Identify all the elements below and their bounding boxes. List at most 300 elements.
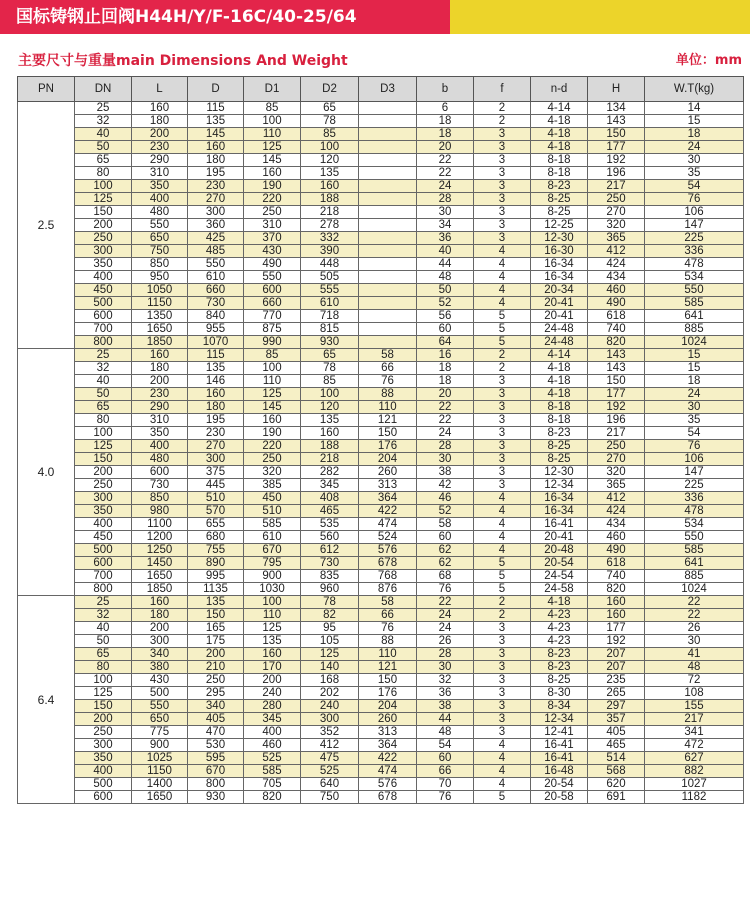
- table-cell: 200: [132, 375, 188, 388]
- table-cell: [359, 115, 417, 128]
- table-cell: 76: [645, 193, 744, 206]
- table-cell: 22: [417, 401, 474, 414]
- table-cell: 100: [301, 141, 359, 154]
- table-cell: 472: [645, 739, 744, 752]
- table-cell: 6: [417, 102, 474, 115]
- table-cell: 20-48: [531, 544, 588, 557]
- table-cell: 72: [645, 674, 744, 687]
- table-cell: 400: [244, 726, 301, 739]
- table-cell: 65: [75, 154, 132, 167]
- table-cell: 640: [301, 778, 359, 791]
- table-cell: 270: [588, 206, 645, 219]
- table-cell: 4-23: [531, 609, 588, 622]
- table-cell: 68: [417, 570, 474, 583]
- table-cell: 4-18: [531, 128, 588, 141]
- table-cell: 58: [417, 518, 474, 531]
- table-cell: 740: [588, 323, 645, 336]
- table-cell: 480: [132, 206, 188, 219]
- table-cell: 38: [417, 466, 474, 479]
- table-row: [18, 219, 744, 232]
- table-cell: 188: [301, 193, 359, 206]
- table-cell: 80: [75, 661, 132, 674]
- table-cell: 450: [244, 492, 301, 505]
- table-row: [18, 492, 744, 505]
- table-cell: 18: [417, 115, 474, 128]
- table-cell: 85: [301, 375, 359, 388]
- table-cell: 125: [244, 388, 301, 401]
- table-cell: 4: [474, 752, 531, 765]
- column-header: D2: [301, 77, 359, 102]
- table-cell: 110: [359, 648, 417, 661]
- table-cell: 600: [75, 557, 132, 570]
- table-cell: 192: [588, 154, 645, 167]
- table-row: [18, 375, 744, 388]
- table-cell: 200: [132, 622, 188, 635]
- table-cell: 290: [132, 154, 188, 167]
- table-cell: 250: [588, 440, 645, 453]
- table-cell: 145: [244, 401, 301, 414]
- table-cell: 12-34: [531, 713, 588, 726]
- table-cell: 250: [75, 479, 132, 492]
- table-cell: 20-41: [531, 297, 588, 310]
- table-cell: 490: [588, 297, 645, 310]
- table-cell: 876: [359, 583, 417, 596]
- table-cell: 350: [75, 752, 132, 765]
- table-cell: 20-41: [531, 531, 588, 544]
- table-cell: 60: [417, 531, 474, 544]
- table-cell: 795: [244, 557, 301, 570]
- table-cell: 110: [244, 128, 301, 141]
- table-cell: 202: [301, 687, 359, 700]
- table-cell: 612: [301, 544, 359, 557]
- table-cell: 170: [244, 661, 301, 674]
- table-row: [18, 687, 744, 700]
- table-cell: 585: [645, 297, 744, 310]
- table-cell: 660: [244, 297, 301, 310]
- table-cell: 12-25: [531, 219, 588, 232]
- table-cell: 313: [359, 479, 417, 492]
- table-cell: 3: [474, 141, 531, 154]
- table-cell: 260: [359, 713, 417, 726]
- table-row: [18, 791, 744, 804]
- table-cell: 58: [359, 349, 417, 362]
- table-cell: 145: [244, 154, 301, 167]
- table-cell: 3: [474, 154, 531, 167]
- table-cell: 3: [474, 401, 531, 414]
- table-cell: 380: [132, 661, 188, 674]
- table-cell: 1650: [132, 570, 188, 583]
- table-cell: 950: [132, 271, 188, 284]
- table-cell: 4-23: [531, 635, 588, 648]
- table-cell: 550: [188, 258, 244, 271]
- table-cell: 22: [417, 596, 474, 609]
- table-cell: 278: [301, 219, 359, 232]
- table-row: [18, 193, 744, 206]
- table-cell: 78: [301, 115, 359, 128]
- table-cell: 5: [474, 310, 531, 323]
- table-cell: 412: [588, 245, 645, 258]
- table-cell: 4: [474, 765, 531, 778]
- table-cell: 405: [188, 713, 244, 726]
- table-cell: 3: [474, 388, 531, 401]
- table-cell: 20: [417, 141, 474, 154]
- column-header: D: [188, 77, 244, 102]
- table-cell: 8-18: [531, 414, 588, 427]
- table-cell: [359, 141, 417, 154]
- table-cell: 1050: [132, 284, 188, 297]
- table-row: [18, 466, 744, 479]
- table-cell: 505: [301, 271, 359, 284]
- table-cell: 50: [75, 388, 132, 401]
- table-cell: 195: [188, 167, 244, 180]
- table-cell: 76: [359, 375, 417, 388]
- table-cell: 18: [417, 128, 474, 141]
- table-cell: 16-34: [531, 505, 588, 518]
- table-row: [18, 518, 744, 531]
- table-cell: 650: [132, 232, 188, 245]
- table-cell: 641: [645, 310, 744, 323]
- table-cell: 550: [132, 700, 188, 713]
- table-cell: 250: [588, 193, 645, 206]
- table-cell: 60: [417, 323, 474, 336]
- table-cell: 4: [474, 505, 531, 518]
- table-cell: 424: [588, 258, 645, 271]
- table-cell: 550: [645, 531, 744, 544]
- table-cell: 474: [359, 765, 417, 778]
- table-cell: 30: [645, 154, 744, 167]
- table-row: [18, 206, 744, 219]
- table-row: [18, 388, 744, 401]
- table-row: [18, 154, 744, 167]
- table-cell: 135: [188, 596, 244, 609]
- banner-yellow-block: [450, 0, 750, 34]
- table-cell: 218: [301, 206, 359, 219]
- table-cell: 56: [417, 310, 474, 323]
- table-cell: 8-25: [531, 674, 588, 687]
- table-cell: 1024: [645, 336, 744, 349]
- unit-label: 单位：mm: [675, 53, 742, 68]
- table-cell: 524: [359, 531, 417, 544]
- table-cell: 400: [75, 518, 132, 531]
- table-cell: 250: [244, 453, 301, 466]
- table-cell: 147: [645, 466, 744, 479]
- table-cell: 568: [588, 765, 645, 778]
- table-cell: 295: [188, 687, 244, 700]
- table-row: [18, 661, 744, 674]
- table-cell: 66: [359, 609, 417, 622]
- table-cell: 160: [244, 414, 301, 427]
- table-cell: 64: [417, 336, 474, 349]
- table-cell: 610: [188, 271, 244, 284]
- table-cell: 95: [301, 622, 359, 635]
- table-cell: 768: [359, 570, 417, 583]
- table-cell: 3: [474, 622, 531, 635]
- table-cell: 18: [645, 375, 744, 388]
- table-cell: 18: [417, 375, 474, 388]
- table-cell: 4-14: [531, 349, 588, 362]
- table-cell: 58: [359, 596, 417, 609]
- table-cell: 570: [188, 505, 244, 518]
- table-row: [18, 102, 744, 115]
- table-cell: 2: [474, 362, 531, 375]
- table-cell: 691: [588, 791, 645, 804]
- table-cell: 140: [301, 661, 359, 674]
- table-cell: 4: [474, 258, 531, 271]
- table-cell: 176: [359, 440, 417, 453]
- table-cell: 885: [645, 570, 744, 583]
- table-cell: [359, 258, 417, 271]
- pn-cell: 4.0: [18, 349, 75, 596]
- table-cell: 12-34: [531, 479, 588, 492]
- table-cell: 412: [301, 739, 359, 752]
- table-cell: 217: [588, 180, 645, 193]
- table-cell: 2: [474, 596, 531, 609]
- table-cell: 576: [359, 778, 417, 791]
- table-cell: 3: [474, 375, 531, 388]
- table-cell: 3: [474, 180, 531, 193]
- table-cell: 300: [188, 206, 244, 219]
- table-cell: 225: [645, 479, 744, 492]
- table-row: [18, 700, 744, 713]
- table-cell: 4: [474, 778, 531, 791]
- table-cell: 65: [301, 349, 359, 362]
- table-cell: [359, 232, 417, 245]
- table-cell: 220: [244, 440, 301, 453]
- column-header: n-d: [531, 77, 588, 102]
- table-cell: 730: [301, 557, 359, 570]
- table-cell: 100: [244, 115, 301, 128]
- table-cell: 835: [301, 570, 359, 583]
- table-cell: 430: [132, 674, 188, 687]
- table-cell: 3: [474, 674, 531, 687]
- table-cell: 550: [132, 219, 188, 232]
- table-cell: 54: [417, 739, 474, 752]
- table-cell: 585: [645, 544, 744, 557]
- table-row: [18, 297, 744, 310]
- table-cell: 500: [75, 297, 132, 310]
- table-cell: [359, 128, 417, 141]
- table-cell: [359, 297, 417, 310]
- table-row: [18, 739, 744, 752]
- table-cell: 177: [588, 388, 645, 401]
- table-cell: 210: [188, 661, 244, 674]
- table-cell: 815: [301, 323, 359, 336]
- table-cell: 180: [132, 609, 188, 622]
- table-cell: 66: [359, 362, 417, 375]
- table-cell: 135: [244, 635, 301, 648]
- table-cell: 240: [301, 700, 359, 713]
- table-cell: 176: [359, 687, 417, 700]
- table-cell: 995: [188, 570, 244, 583]
- table-cell: 352: [301, 726, 359, 739]
- table-cell: 150: [188, 609, 244, 622]
- section-subtitle: 主要尺寸与重量main Dimensions And Weight: [18, 53, 348, 69]
- table-cell: 85: [301, 128, 359, 141]
- table-cell: 115: [188, 349, 244, 362]
- table-cell: 16-41: [531, 739, 588, 752]
- table-cell: 4: [474, 271, 531, 284]
- table-cell: 600: [75, 310, 132, 323]
- table-row: [18, 635, 744, 648]
- table-cell: 250: [244, 206, 301, 219]
- table-cell: 160: [132, 349, 188, 362]
- table-cell: 405: [588, 726, 645, 739]
- column-header: D3: [359, 77, 417, 102]
- table-cell: 100: [75, 427, 132, 440]
- table-cell: 125: [75, 687, 132, 700]
- table-row: [18, 544, 744, 557]
- table-cell: 177: [588, 141, 645, 154]
- table-cell: 3: [474, 232, 531, 245]
- table-row: [18, 167, 744, 180]
- table-cell: 200: [75, 219, 132, 232]
- table-cell: 207: [588, 661, 645, 674]
- table-cell: 535: [301, 518, 359, 531]
- table-cell: 3: [474, 700, 531, 713]
- table-cell: 2: [474, 349, 531, 362]
- table-cell: 1200: [132, 531, 188, 544]
- table-cell: 160: [301, 427, 359, 440]
- table-cell: 200: [244, 674, 301, 687]
- table-cell: 200: [75, 466, 132, 479]
- table-cell: 25: [75, 349, 132, 362]
- table-cell: 650: [132, 713, 188, 726]
- table-row: [18, 336, 744, 349]
- table-cell: 120: [301, 154, 359, 167]
- table-row: [18, 765, 744, 778]
- column-header: D1: [244, 77, 301, 102]
- table-cell: 8-25: [531, 453, 588, 466]
- table-cell: 320: [588, 466, 645, 479]
- table-cell: [359, 154, 417, 167]
- table-cell: 800: [75, 336, 132, 349]
- table-cell: 8-30: [531, 687, 588, 700]
- table-cell: 16-34: [531, 271, 588, 284]
- table-cell: 375: [188, 466, 244, 479]
- table-cell: 700: [75, 323, 132, 336]
- table-cell: 125: [244, 622, 301, 635]
- table-cell: 525: [301, 765, 359, 778]
- table-cell: 62: [417, 557, 474, 570]
- table-cell: 345: [244, 713, 301, 726]
- table-cell: 930: [301, 336, 359, 349]
- table-cell: 525: [244, 752, 301, 765]
- table-cell: 76: [359, 622, 417, 635]
- table-cell: 204: [359, 700, 417, 713]
- table-cell: 5: [474, 557, 531, 570]
- table-cell: 20-54: [531, 557, 588, 570]
- table-row: [18, 778, 744, 791]
- table-cell: 490: [244, 258, 301, 271]
- table-cell: 80: [75, 414, 132, 427]
- table-cell: 8-25: [531, 206, 588, 219]
- table-cell: 180: [132, 362, 188, 375]
- table-cell: 217: [588, 427, 645, 440]
- table-cell: 8-23: [531, 661, 588, 674]
- table-cell: 425: [188, 232, 244, 245]
- table-cell: 678: [359, 791, 417, 804]
- table-cell: 1135: [188, 583, 244, 596]
- table-row: [18, 479, 744, 492]
- table-row: [18, 414, 744, 427]
- table-cell: 550: [645, 284, 744, 297]
- table-cell: 320: [588, 219, 645, 232]
- table-cell: 160: [244, 648, 301, 661]
- table-cell: 3: [474, 219, 531, 232]
- table-row: [18, 713, 744, 726]
- table-cell: 38: [417, 700, 474, 713]
- table-cell: 555: [301, 284, 359, 297]
- table-row: [18, 323, 744, 336]
- table-cell: 340: [188, 700, 244, 713]
- table-cell: 750: [132, 245, 188, 258]
- table-cell: 192: [588, 635, 645, 648]
- table-cell: 235: [588, 674, 645, 687]
- table-cell: 340: [132, 648, 188, 661]
- table-cell: 155: [645, 700, 744, 713]
- table-cell: 12-41: [531, 726, 588, 739]
- table-cell: 25: [75, 102, 132, 115]
- table-cell: 480: [132, 453, 188, 466]
- table-cell: 8-23: [531, 648, 588, 661]
- table-cell: 30: [417, 206, 474, 219]
- table-cell: 5: [474, 791, 531, 804]
- table-cell: 360: [188, 219, 244, 232]
- table-cell: 22: [417, 154, 474, 167]
- table-cell: 660: [188, 284, 244, 297]
- table-cell: 4: [474, 492, 531, 505]
- table-cell: 350: [132, 180, 188, 193]
- table-cell: 240: [244, 687, 301, 700]
- table-cell: 364: [359, 739, 417, 752]
- table-cell: 145: [188, 128, 244, 141]
- table-cell: 627: [645, 752, 744, 765]
- table-cell: 207: [588, 648, 645, 661]
- table-cell: 22: [417, 414, 474, 427]
- table-cell: 370: [244, 232, 301, 245]
- table-header-row: [18, 77, 744, 102]
- table-cell: 560: [301, 531, 359, 544]
- table-cell: 35: [645, 167, 744, 180]
- table-cell: 15: [645, 115, 744, 128]
- table-cell: 820: [244, 791, 301, 804]
- table-cell: 125: [75, 440, 132, 453]
- table-cell: 48: [417, 271, 474, 284]
- table-cell: 190: [244, 180, 301, 193]
- table-cell: 4: [474, 284, 531, 297]
- table-cell: 8-23: [531, 180, 588, 193]
- table-row: [18, 440, 744, 453]
- table-cell: 32: [75, 115, 132, 128]
- column-header: DN: [75, 77, 132, 102]
- table-cell: 105: [301, 635, 359, 648]
- table-cell: 26: [645, 622, 744, 635]
- table-cell: 310: [132, 414, 188, 427]
- table-cell: 585: [244, 518, 301, 531]
- table-cell: 196: [588, 167, 645, 180]
- table-cell: 48: [417, 726, 474, 739]
- table-row: [18, 752, 744, 765]
- table-cell: 16: [417, 349, 474, 362]
- table-cell: 147: [645, 219, 744, 232]
- table-cell: 610: [301, 297, 359, 310]
- table-row: [18, 622, 744, 635]
- table-cell: 16-41: [531, 518, 588, 531]
- table-cell: 16-48: [531, 765, 588, 778]
- table-cell: 700: [75, 570, 132, 583]
- table-cell: 890: [188, 557, 244, 570]
- table-cell: 78: [301, 362, 359, 375]
